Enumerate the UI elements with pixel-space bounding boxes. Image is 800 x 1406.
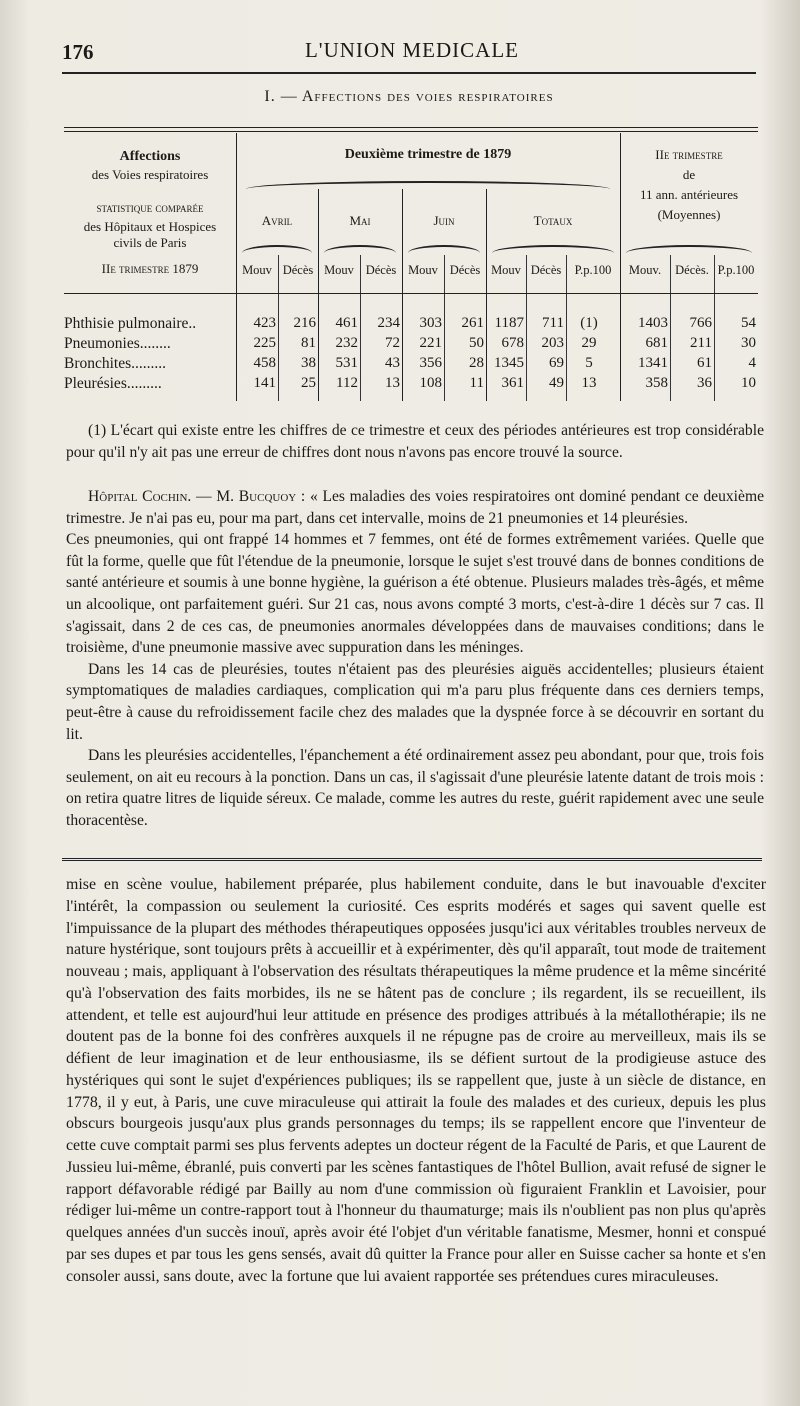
table-cell: 211 [690, 335, 712, 351]
right-header-de: de [682, 167, 696, 182]
table-cell: 141 [253, 375, 276, 391]
cochin-paragraph-1: « Les maladies des voies respiratoires ont dominé pendant ce deuxième trimestre. Je n'ai pas eu, pour ma part, dans cet intervalle, moins de 21 pneumonies et 14 pleurésies. [66, 488, 764, 527]
feuilleton-text: mise en scène voulue, habilement préparée, plus habilement conduite, dans le but inavouable d'exciter l'intérêt, la compassion ou seulement la curiosité. Ces esprits modérés et sages qui savent quelle est l'impuissance de la plupart des méthodes thérapeutiques opposées jusqu'ici aux véritables troubles nerveux de nature hystérique, sont toujours prêts à accueillir et à expérimenter, dès qu'il apparaît, tout mode de traitement nouveau ; mais, appliquant à l'observation des résultats thérapeutiques la même prudence et la même sincérité qu'à l'observation des faits morbides, ils ne se hâtent pas de conclure ; ils regardent, ils se recueillent, ils attendent, et telle est aujourd'hui leur attitude en présence des prodiges attribués à la métallothérapie; ils ne doutent pas de la bonne foi des confrères auxquels il ne répugne pas de croire au merveilleux, mais ils se défient de leur imagination et de leur enthousiasme, ils se défient surtout de la prodigieuse astuce des hystériques qui sont le sujet d'expériences publiques; ils se rappellent que, juste à un siècle de distance, en 1778, il y eut, à Paris, une cuve miraculeuse qui attirait la foule des malades et des curieux, depuis les plus obscurs bourgeois jusqu'aux plus grands personnages du temps; ils se rappellent encore que l'inventeur de cette cuve comptait parmi ses plus fervents adeptes un docteur régent de la Faculté de Paris, et que Laurent de Jussieu lui-même, ébranlé, puis converti par les scènes fantastiques de l'hôtel Bullion, avait refusé de signer le rapport défavorable rédigé par Bailly au nom d'une commission où figuraient Franklin et Lavoisier, pour rédiger lui-même un contre-rapport tout à l'honneur du thaumaturge; mais ils n'oublient pas non plus qu'après quelques années d'un succès inouï, après avoir été l'objet d'un véritable fanatisme, Mesmer, honni et conspué par ses dupes et par tous les gens sensés, avait dû quitter la France pour aller en Suisse cacher sa honte et s'en consoler aussi, sans doute, avec la fortune que lui avaient rapportée ses prétendues cures miraculeuses. [66, 876, 766, 1285]
statistics-table [64, 127, 758, 405]
left-header-hospitals: des Hôpitaux et Hospices [83, 219, 217, 234]
table-cell: 1341 [638, 355, 668, 371]
row-label: Phthisie pulmonaire.. [64, 315, 197, 332]
table-cell: 216 [293, 315, 316, 331]
table-cell: 30 [741, 335, 756, 351]
table-cell: 50 [469, 335, 484, 351]
group-header: Deuxième trimestre de 1879 [344, 147, 512, 162]
cochin-paragraph-2: Ces pneumonies, qui ont frappé 14 hommes et 7 femmes, ont été de formes extrêmement variées. Quelle que fût la forme, quelle que fût l'étendue de la pneumonie, lorsque le sujet s'est trouvé dans de bonnes conditions de santé antérieure et soumis à une bonne hygiène, la guérison a été obtenue. Plusieurs malades très-âgés, et même un alcoolique, ont parfaitement guéri. Sur 21 cas, nous avons compté 3 morts, c'est-à-dire 1 décès sur 7 cas. Il s'agissait, dans 2 de ces cas, de pneumonies anormales développées dans de mauvaises conditions; dans le troisième, d'une pneumonie massive avec suppuration dans les méninges. [66, 531, 764, 657]
table-cell: 1345 [494, 355, 524, 371]
table-cell: 11 [469, 375, 484, 391]
table-cell: 423 [253, 315, 276, 331]
footnote: (1) L'écart qui existe entre les chiffres de ce trimestre et ceux des périodes antérieures est trop considérable pour qu'il n'y ait pas une erreur de chiffres dont nous n'avons pas encore trouvé la source. [66, 422, 764, 461]
right-header-years: 11 ann. antérieures [639, 187, 739, 202]
cochin-heading: Hôpital Cochin. — M. Bucquoy : [88, 488, 306, 505]
row-label: Bronchites......... [64, 355, 167, 372]
page-number: 176 [62, 40, 94, 64]
table-cell: 458 [253, 355, 276, 371]
table-cell: 81 [301, 335, 316, 351]
table-cell: 678 [501, 335, 524, 351]
table-cell: 72 [385, 335, 400, 351]
table-cell: 358 [645, 375, 668, 391]
table-cell: 225 [253, 335, 276, 351]
table-cell: 221 [419, 335, 442, 351]
col-label: Mouv [408, 263, 438, 277]
cochin-paragraph-3: Dans les 14 cas de pleurésies, toutes n'étaient pas des pleurésies aiguës accidentelles; plusieurs étaient symptomatiques de maladies cardiaques, complication qui m'a paru plus fréquente dans ces derniers temps, peut-être à cause du refroidissement facile chez des malades que la dyspnée force à se découvrir en sortant du lit. [66, 660, 764, 743]
table-cell: 29 [581, 335, 597, 351]
table-cell: 5 [585, 355, 593, 371]
table-cell: 681 [645, 335, 668, 351]
table-cell: 54 [741, 315, 756, 331]
left-header-stat: statistique comparée [96, 201, 204, 215]
right-header-quarter: IIe trimestre [655, 147, 723, 162]
month-avril: Avril [261, 213, 293, 228]
col-label: P.p.100 [574, 263, 612, 277]
col-label: Décès. [675, 263, 709, 277]
table-cell: 69 [549, 355, 564, 371]
table-cell: 766 [689, 315, 712, 331]
table-cell: 10 [741, 375, 756, 391]
col-label: Mouv [491, 263, 521, 277]
right-header-means: (Moyennes) [657, 207, 721, 222]
row-label: Pleurésies......... [64, 375, 162, 392]
table-cell: 531 [335, 355, 358, 371]
table-cell: 356 [419, 355, 442, 371]
feuilleton-rule [62, 858, 762, 865]
table-cell: 234 [377, 315, 400, 331]
left-header-subtitle: des Voies respiratoires [91, 167, 209, 182]
left-header-quarter: IIe trimestre 1879 [101, 261, 199, 276]
table-cell: 303 [419, 315, 442, 331]
table-cell: 49 [549, 375, 564, 391]
table-cell: 361 [501, 375, 524, 391]
header-rule [62, 72, 756, 74]
table-cell: 38 [301, 355, 316, 371]
left-header-paris: civils de Paris [113, 235, 187, 250]
table-cell: 112 [336, 375, 358, 391]
table-cell: 43 [385, 355, 400, 371]
table-cell: 1403 [638, 315, 668, 331]
table-cell: 61 [697, 355, 712, 371]
table-cell: 4 [748, 355, 756, 371]
table-cell: 108 [419, 375, 442, 391]
col-label: Mouv [242, 263, 272, 277]
page-header [62, 34, 762, 68]
table-cell: 25 [301, 375, 316, 391]
table-cell: 13 [385, 375, 400, 391]
table-cell: 28 [469, 355, 484, 371]
table-cell: 232 [335, 335, 358, 351]
col-label: Décès [449, 263, 481, 277]
col-label: Décès [530, 263, 562, 277]
col-label: Décès [365, 263, 397, 277]
table-cell: 461 [335, 315, 358, 331]
col-label: Mouv. [628, 263, 662, 277]
journal-title: L'UNION MEDICALE [304, 38, 519, 62]
month-juin: Juin [433, 213, 455, 228]
table-cell: (1) [580, 315, 598, 331]
cochin-paragraph-4: Dans les pleurésies accidentelles, l'épanchement a été ordinairement assez peu abondant, pour que, trois fois seulement, on ait eu recours à la ponction. Dans un cas, il s'agissait d'une pleurésie latente datant de trois mois : on retira quatre litres de liquide séreux. Ce malade, comme les autres du reste, guérit rapidement avec une seule thoracentèse. [66, 747, 764, 829]
col-label: P.p.100 [717, 263, 755, 277]
table-cell: 13 [581, 375, 597, 391]
table-cell: 203 [541, 335, 564, 351]
row-label: Pneumonies........ [64, 335, 171, 352]
table-cell: 36 [697, 375, 712, 391]
cochin-report [66, 486, 764, 832]
table-cell: 711 [542, 315, 564, 331]
left-header-title: Affections [119, 149, 181, 164]
table-cell: 261 [461, 315, 484, 331]
month-mai: Mai [349, 213, 371, 228]
col-label: Décès [282, 263, 314, 277]
col-label: Mouv [324, 263, 354, 277]
month-totaux: Totaux [533, 213, 573, 228]
table-cell: 1187 [494, 315, 524, 331]
section-title: I. — Affections des voies respiratoires [264, 88, 554, 105]
